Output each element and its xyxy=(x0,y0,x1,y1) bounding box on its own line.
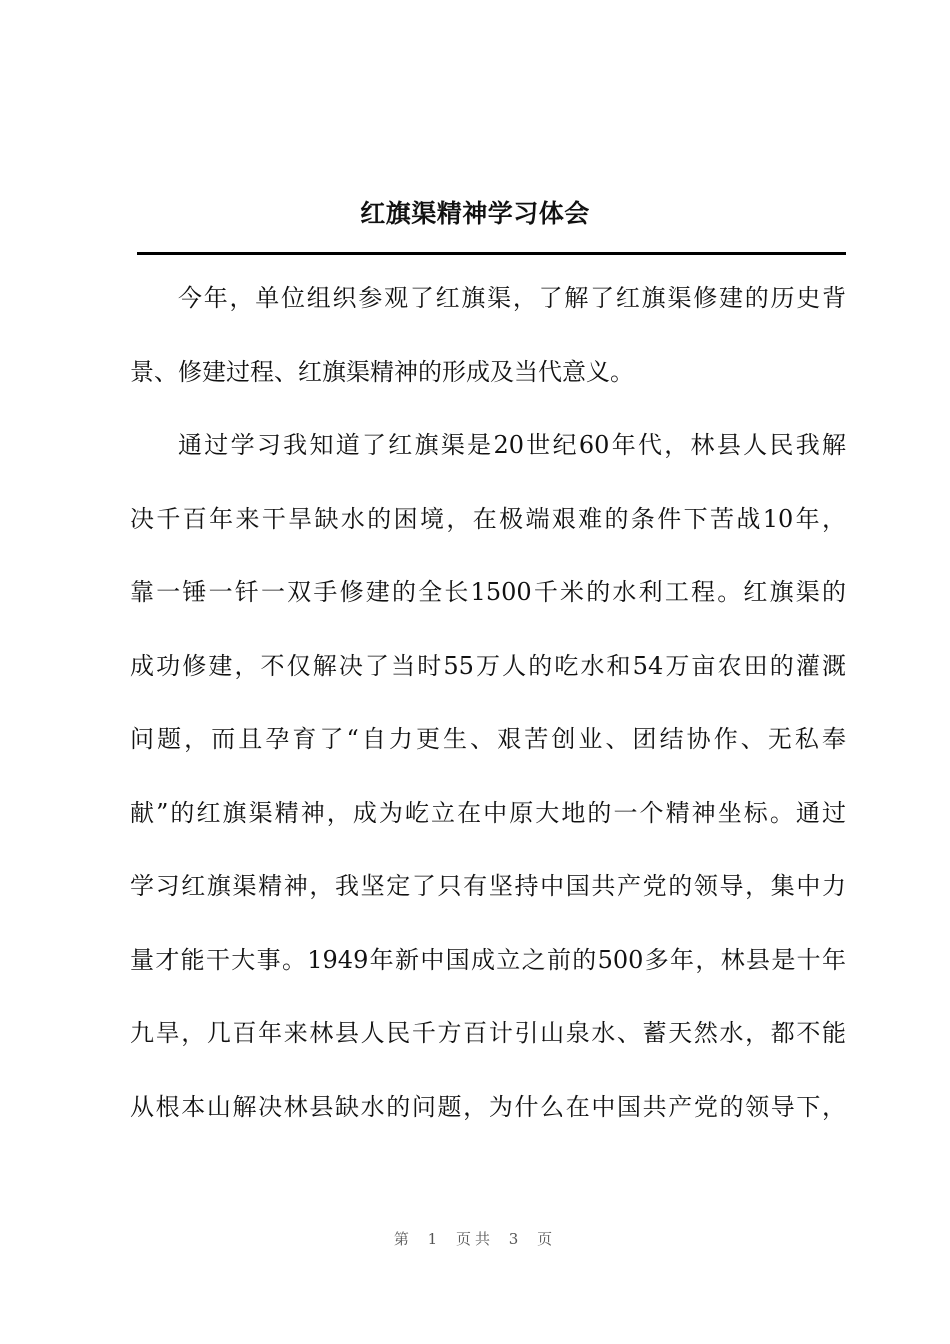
body-line: 成功修建，不仅解决了当时55万人的吃水和54万亩农田的灌溉 xyxy=(130,651,846,680)
body-line: 从根本山解决林县缺水的问题，为什么在中国共产党的领导下， xyxy=(130,1092,846,1121)
document-body xyxy=(130,262,846,1144)
document-title: 红旗渠精神学习体会 xyxy=(360,199,590,228)
body-line: 献”的红旗渠精神，成为屹立在中原大地的一个精神坐标。通过 xyxy=(130,798,846,827)
body-line: 决千百年来干旱缺水的困境，在极端艰难的条件下苦战10年， xyxy=(130,504,846,533)
body-line: 今年，单位组织参观了红旗渠，了解了红旗渠修建的历史背 xyxy=(178,284,846,312)
body-line: 通过学习我知道了红旗渠是20世纪60年代，林县人民我解 xyxy=(178,431,846,459)
body-line: 问题，而且孕育了“自力更生、艰苦创业、团结协作、无私奉 xyxy=(130,725,846,753)
body-line: 靠一锤一钎一双手修建的全长1500千米的水利工程。红旗渠的 xyxy=(130,578,846,606)
page-number-footer: 第 1 页共 3 页 xyxy=(393,1230,557,1248)
body-line: 景、修建过程、红旗渠精神的形成及当代意义。 xyxy=(130,357,634,386)
title-divider xyxy=(137,252,846,255)
body-line: 学习红旗渠精神，我坚定了只有坚持中国共产党的领导，集中力 xyxy=(130,872,846,900)
body-line: 量才能干大事。1949年新中国成立之前的500多年，林县是十年 xyxy=(130,945,846,974)
body-line: 九旱，几百年来林县人民千方百计引山泉水、蓄天然水，都不能 xyxy=(130,1019,846,1047)
